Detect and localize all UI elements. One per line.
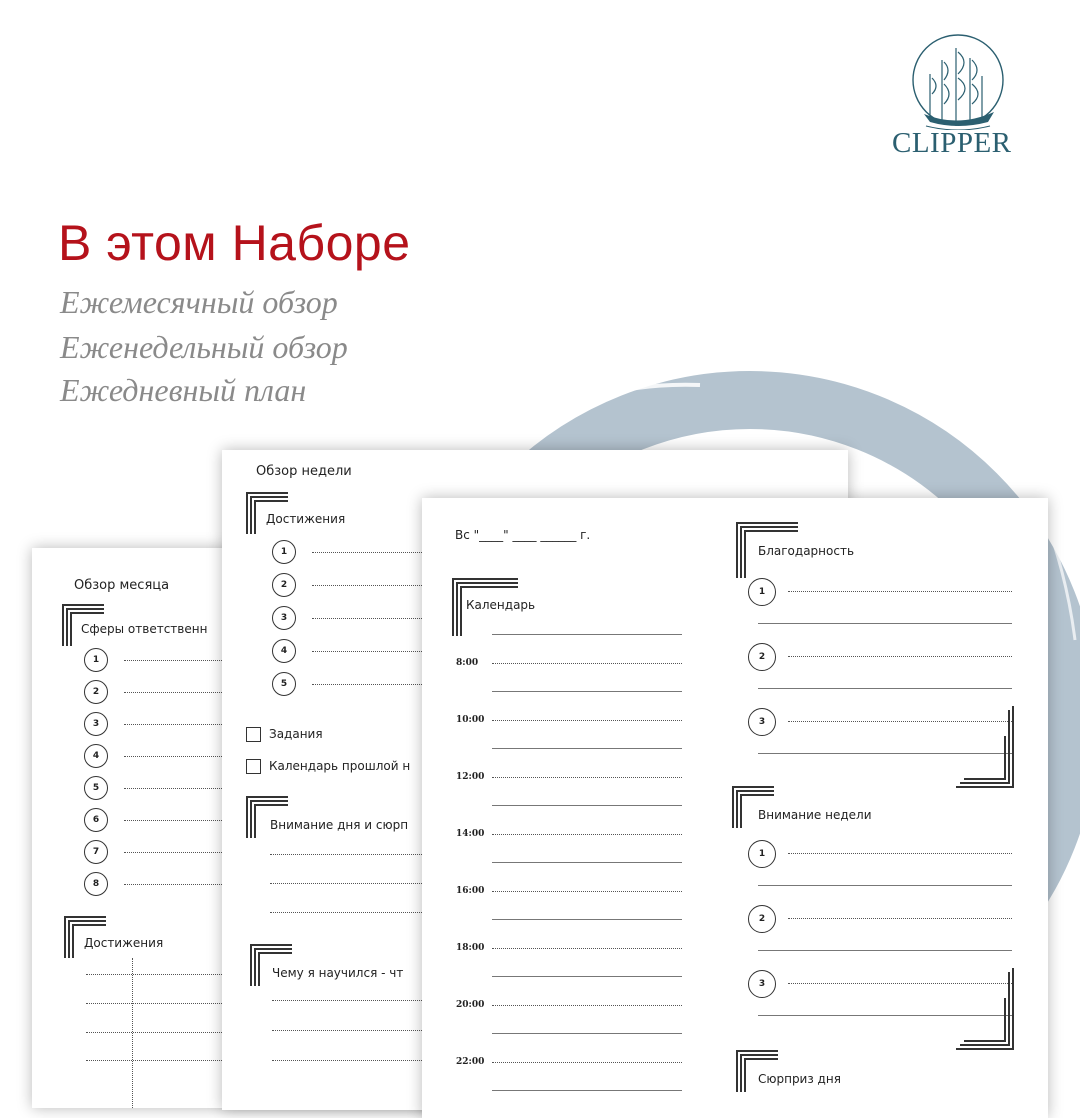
number-circle: 2 [84,680,108,704]
checkbox-label: Календарь прошлой н [269,759,411,773]
corner-bracket-icon [246,796,306,876]
section-label: Внимание недели [758,808,872,822]
number-circle: 2 [272,573,296,597]
writing-line [758,950,1012,951]
writing-line [758,688,1012,689]
time-label: 16:00 [456,886,485,896]
dotted-line [492,663,682,664]
calendar-line [492,1033,682,1034]
number-circle: 1 [272,540,296,564]
number-circle: 3 [748,970,776,998]
section-label: Сюрприз дня [758,1072,841,1086]
page-title: Обзор месяца [74,578,170,593]
dotted-line [788,853,1012,854]
page-title: Обзор недели [256,464,352,479]
calendar-line [492,748,682,749]
number-circle: 5 [272,672,296,696]
section-label: Сферы ответственн [81,622,208,636]
dotted-line [492,720,682,721]
calendar-line [492,976,682,977]
dotted-line [492,948,682,949]
brand-name: CLIPPER [892,127,1012,159]
calendar-line [492,1090,682,1091]
corner-bracket-icon [956,706,1016,786]
corner-bracket-icon [956,968,1016,1048]
item-monthly: Ежемесячный обзор [60,284,338,320]
daily-plan-sheet [422,498,1048,1118]
number-circle: 2 [748,643,776,671]
time-label: 12:00 [456,772,485,782]
time-label: 10:00 [456,715,485,725]
dotted-divider [132,958,133,1108]
section-label: Чему я научился - чт [272,966,404,980]
checkbox[interactable] [246,759,261,774]
dotted-line [270,883,430,884]
section-label: Достижения [266,512,346,526]
calendar-line [492,862,682,863]
time-label: 22:00 [456,1057,485,1067]
calendar-line [492,634,682,635]
time-label: 8:00 [456,658,479,668]
dotted-line [492,1062,682,1063]
brand-logo [890,30,1025,160]
dotted-line [312,585,432,586]
corner-bracket-icon [250,944,310,1024]
headline: В этом Наборе [58,215,411,271]
item-daily: Ежедневный план [60,372,307,408]
dotted-line [492,777,682,778]
dotted-line [492,891,682,892]
dotted-line [272,1000,432,1001]
dotted-line [272,1030,432,1031]
dotted-line [312,684,432,685]
item-weekly: Еженедельный обзор [60,329,348,365]
corner-bracket-icon [452,578,512,658]
number-circle: 4 [272,639,296,663]
writing-line [758,885,1012,886]
calendar-line [492,691,682,692]
number-circle: 8 [84,872,108,896]
number-circle: 1 [84,648,108,672]
writing-line [758,623,1012,624]
date-line: Вс "____" ____ ______ г. [455,528,591,542]
dotted-line [788,656,1012,657]
number-circle: 2 [748,905,776,933]
dotted-line [788,591,1012,592]
dotted-line [788,918,1012,919]
time-label: 18:00 [456,943,485,953]
calendar-line [492,805,682,806]
number-circle: 3 [84,712,108,736]
calendar-line [492,919,682,920]
dotted-line [272,1060,432,1061]
dotted-line [312,618,432,619]
number-circle: 7 [84,840,108,864]
section-label: Внимание дня и сюрп [270,818,409,832]
number-circle: 6 [84,808,108,832]
dotted-line [492,1005,682,1006]
corner-bracket-icon [64,916,124,996]
number-circle: 4 [84,744,108,768]
dotted-line [270,912,430,913]
ship-logo-icon [890,30,1025,130]
checkbox[interactable] [246,727,261,742]
dotted-line [312,651,432,652]
corner-bracket-icon [62,604,122,684]
dotted-line [270,854,430,855]
number-circle: 1 [748,840,776,868]
number-circle: 3 [272,606,296,630]
section-label: Календарь [466,598,536,612]
checkbox-label: Задания [269,727,323,741]
dotted-line [312,552,432,553]
number-circle: 5 [84,776,108,800]
time-label: 20:00 [456,1000,485,1010]
number-circle: 3 [748,708,776,736]
section-label: Благодарность [758,544,855,558]
time-label: 14:00 [456,829,485,839]
section-label: Достижения [84,936,164,950]
number-circle: 1 [748,578,776,606]
dotted-line [492,834,682,835]
